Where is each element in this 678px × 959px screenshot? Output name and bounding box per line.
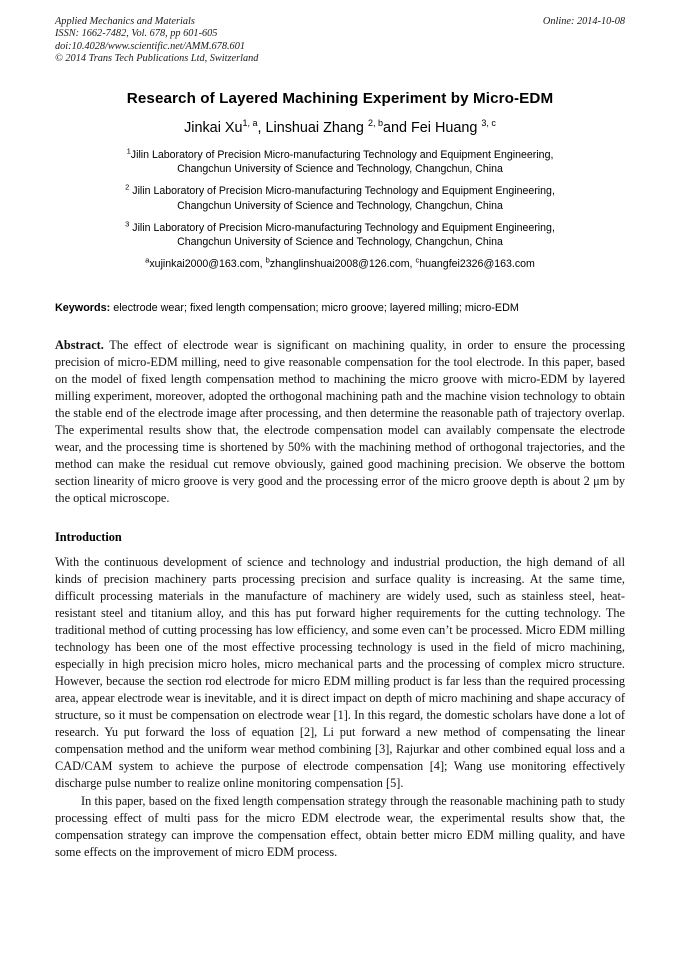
online-date: Online: 2014-10-08 xyxy=(542,16,625,27)
email-entry xyxy=(145,255,266,271)
affiliation-marker: 2 xyxy=(125,182,130,192)
email-marker: c xyxy=(415,255,420,265)
author-name: Linshuai Zhang xyxy=(265,120,368,136)
affiliation-line-1: Jilin Laboratory of Precision Micro-manufacturing Technology and Equipment Engineering, xyxy=(130,149,554,161)
abstract-text: The effect of electrode wear is significant on machining quality, in order to ensure the processing precision of micro-EDM milling, need to give reasonable compensation for the tool electrode. In this paper, based on the model of fixed length compensation method to machining the micro groove with micro-EDM by layered milling experiment, moreover, adopted the orthogonal machining path and the machine vision technology to obtain the stable end of the electrode image after processing, and then determine the reasonable path of trajectory overlap. The experimental results show that, the electrode compensation model can availably compensate the electrode wear, and the processing time is shortened by 50% with the machining method of orthogonal trajectories, and the method can make the residual cut remove obviously, gained good machining precision. We observe the bottom section linearity of micro groove is very good and the processing error of the micro groove depth is about 2 μm by the optical microscope. xyxy=(55,338,625,506)
email-separator: , xyxy=(259,258,266,271)
journal-header xyxy=(55,16,625,68)
abstract-paragraph xyxy=(55,337,625,507)
affiliation-line-2: Changchun University of Science and Technology, Changchun, China xyxy=(177,236,503,249)
author-emails xyxy=(55,257,625,271)
page-title: Research of Layered Machining Experiment by Micro-EDM xyxy=(126,90,554,107)
keywords-text: electrode wear; fixed length compensation; micro groove; layered milling; micro-EDM xyxy=(110,302,519,315)
section-paragraph: With the continuous development of science and technology and industrial production, the high demand of all kinds of precision machinery parts processing precision and surface quality is increasing. At the same time, difficult processing materials in the manufacture of machinery are widely used, such as stainless steel, heat-resistant steel and titanium alloy, and this has put forward higher requirements for the cutting technology. The traditional method of cutting processing has low efficiency, and some even can’t be processed. Micro EDM milling technology has been one of the most effective processing technology is used in the field of micro machining, especially in high precision micro holes, micro mechanical parts and the processing of complex micro structure. However, because the section rod electrode for micro EDM milling product is far less than the required processing area, appear electrode wear is inevitable, and it is direct impact on depth of micro machining and shape accuracy of structure, so it must be compensation on electrode wear [1]. In this regard, the domestic scholars have done a lot of research. Yu put forward the loss of equation [2], Li put forward a new method of compensating the linear compensation method and the uniform wear method combining [3], Rajurkar and other combined equal loss and a CAD/CAM system to achieve the purpose of electrode compensation [4]; Wang use monitoring effectively discharge pulse number to realize online monitoring compensation [5]. xyxy=(55,555,625,791)
affiliation-item xyxy=(55,148,625,176)
affiliation-line-2: Changchun University of Science and Technology, Changchun, China xyxy=(177,163,503,176)
author-affiliation-marker: 3, c xyxy=(481,118,496,129)
email-marker: b xyxy=(265,255,270,265)
author-separator: , xyxy=(257,120,266,136)
affiliation-item xyxy=(55,221,625,249)
author-entry xyxy=(184,120,265,136)
author-separator: and xyxy=(382,120,411,136)
affiliation-line-1: Jilin Laboratory of Precision Micro-manufacturing Technology and Equipment Engineering, xyxy=(129,185,555,198)
email-entry xyxy=(415,255,535,271)
email-marker: a xyxy=(145,255,150,265)
issn-line: ISSN: 1662-7482, Vol. 678, pp 601-605 xyxy=(55,28,218,40)
author-name: Fei Huang xyxy=(410,120,482,136)
author-affiliation-marker: 2, b xyxy=(367,118,383,129)
section-paragraph: In this paper, based on the fixed length compensation strategy through the reasonable machining path to study processing effect of multi pass for the micro EDM electrode wear, the experimental results show that, the compensation strategy can improve the compensation effect, obtain better micro EDM milling quality, and have some effects on the improvement of micro EDM process. xyxy=(55,794,625,860)
journal-name: Applied Mechanics and Materials xyxy=(55,16,195,27)
section-heading-introduction: Introduction xyxy=(55,530,122,545)
email-address[interactable]: xujinkai2000@163.com xyxy=(149,258,260,271)
email-address[interactable]: huangfei2326@163.com xyxy=(419,258,535,271)
affiliation-line-1: Jilin Laboratory of Precision Micro-manufacturing Technology and Equipment Engineering, xyxy=(129,221,555,234)
email-entry xyxy=(265,255,416,271)
keywords-label: Keywords: xyxy=(55,302,111,315)
author-affiliation-marker: 1, a xyxy=(242,118,258,129)
keywords-line xyxy=(55,301,625,315)
email-address[interactable]: zhanglinshuai2008@126.com xyxy=(269,258,410,271)
affiliation-marker: 3 xyxy=(125,219,130,229)
abstract-label: Abstract. xyxy=(55,338,104,353)
author-list xyxy=(55,119,625,137)
author-name: Jinkai Xu xyxy=(184,120,243,136)
affiliation-list xyxy=(55,148,625,249)
author-entry xyxy=(266,120,411,136)
affiliation-line-2: Changchun University of Science and Technology, Changchun, China xyxy=(177,199,503,212)
copyright-line: © 2014 Trans Tech Publications Ltd, Switzerland xyxy=(55,53,259,65)
affiliation-item xyxy=(55,184,625,212)
email-separator: , xyxy=(409,258,416,271)
doi-line: doi:10.4028/www.scientific.net/AMM.678.601 xyxy=(55,40,245,52)
affiliation-marker: 1 xyxy=(126,146,131,156)
author-entry xyxy=(411,120,496,136)
